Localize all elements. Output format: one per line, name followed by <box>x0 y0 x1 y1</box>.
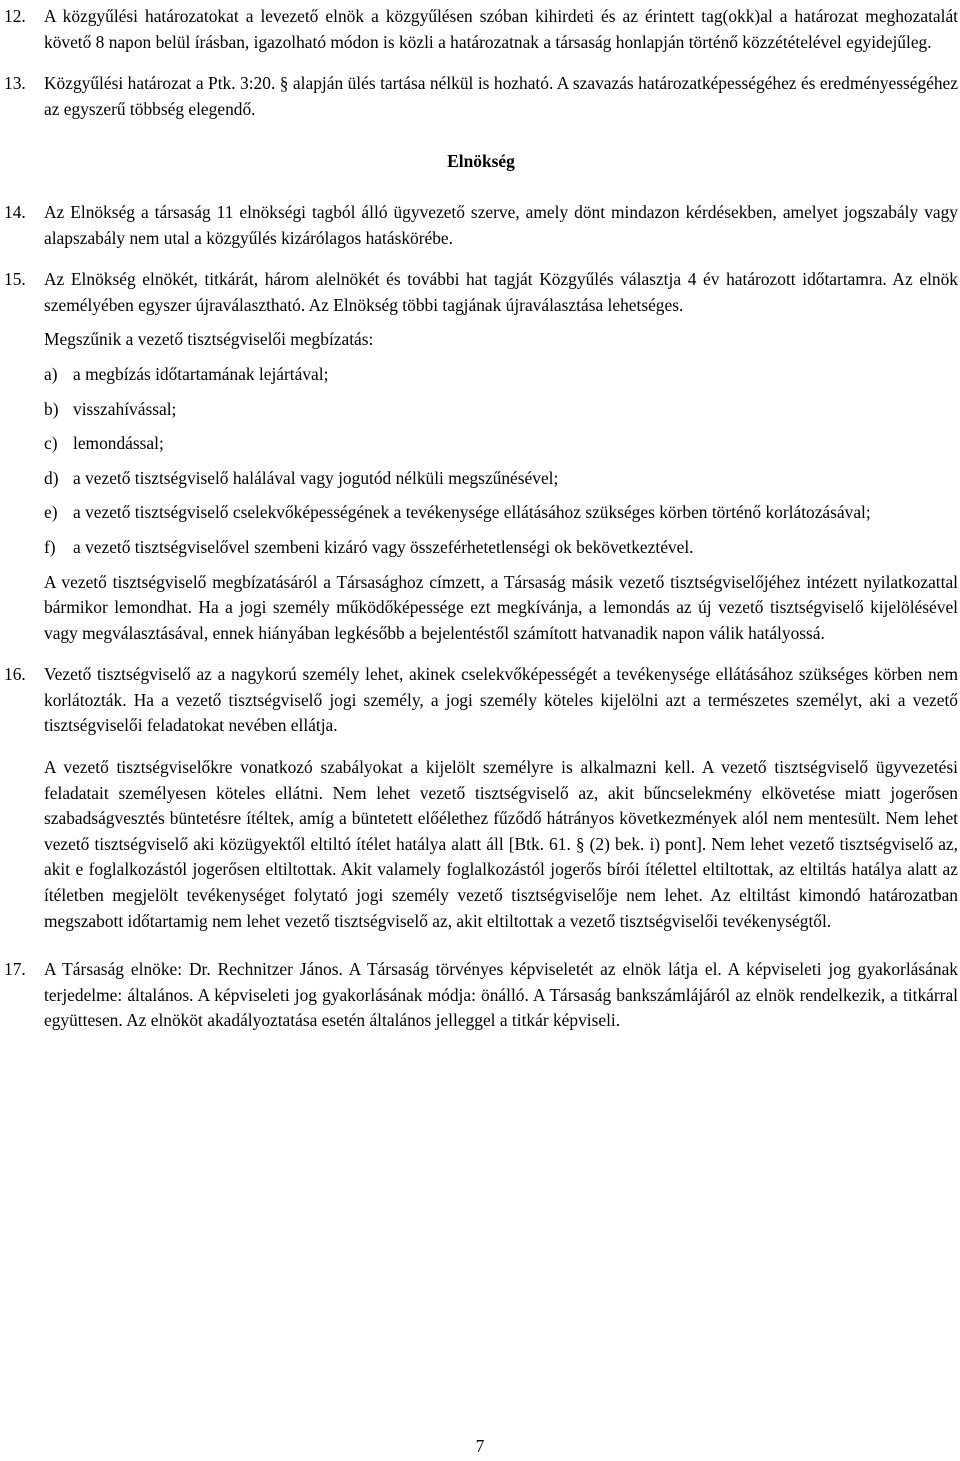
document-page <box>4 4 958 1034</box>
paragraph-15 <box>4 267 958 646</box>
paragraph-14 <box>4 200 958 251</box>
list-item <box>44 535 958 561</box>
paragraph-number: 13. <box>4 73 26 94</box>
list-label: a) <box>44 363 58 384</box>
paragraph-text: Vezető tisztségviselő az a nagykorú személy lehet, akinek cselekvőképességét a tevékenysége ellátásához szükséges körben nem korlátozták. Ha a vezető tisztségviselő jogi személy, a jogi személy köteles kijelölni azt a természetes személyt, aki a vezető tisztségviselői feladatokat nevében ellátja. <box>44 664 958 736</box>
paragraph-12 <box>4 4 958 55</box>
list-label: e) <box>44 502 58 523</box>
paragraph-text: A Társaság elnöke: Dr. Rechnitzer János. A Társaság törvényes képviseletét az elnök látja el. A képviseleti jog gyakorlásának terjedelme: általános. A képviseleti jog gyakorlásának módja: önálló. A Társaság bankszámlájáról az elnök rendelkezik, a titkárral együttesen. Az elnököt akadályoztatása esetén általános jelleggel a titkár képviseli. <box>44 959 958 1031</box>
paragraph-number: 17. <box>4 959 26 980</box>
list-label: c) <box>44 433 58 454</box>
paragraph-13 <box>4 71 958 122</box>
list-text: lemondással; <box>73 433 164 454</box>
paragraph-text: Az Elnökség a társaság 11 elnökségi tagból álló ügyvezető szerve, amely dönt mindazon kérdésekben, amelyet jogszabály vagy alapszabály nem utal a közgyűlés kizárólagos hatáskörébe. <box>44 201 958 248</box>
paragraph-number: 14. <box>4 201 26 222</box>
paragraph-number: 16. <box>4 664 26 685</box>
list-text: visszahívással; <box>73 398 177 419</box>
list-label: b) <box>44 398 59 419</box>
paragraph-text: A vezető tisztségviselő megbízatásáról a Társasághoz címzett, a Társaság másik vezető tisztségviselőjéhez intézett nyilatkozattal bármikor lemondhat. Ha a jogi személy működőképessége ezt megkívánja, a lemondás az új vezető tisztségviselő kijelölésével vagy megválasztásával, ennek hiányában legkésőbb a bejelentéstől számított hatvanadik napon válik hatályossá. <box>44 571 958 643</box>
paragraph-16 <box>4 662 958 934</box>
list-intro: Megszűnik a vezető tisztségviselői megbízatás: <box>44 329 374 350</box>
paragraph-text: Közgyűlési határozat a Ptk. 3:20. § alapján ülés tartása nélkül is hozható. A szavazás határozatképességéhez és eredményességéhez az egyszerű többség elegendő. <box>44 73 958 119</box>
paragraph-17 <box>4 957 958 1034</box>
list-item <box>44 397 958 423</box>
list-item <box>44 500 958 526</box>
list-text: a vezető tisztségviselő cselekvőképességének a tevékenysége ellátásához szükséges körben történő korlátozásával; <box>73 502 871 523</box>
section-heading: Elnökség <box>447 151 515 172</box>
list-item <box>44 466 958 492</box>
list-text: a vezető tisztségviselő halálával vagy jogutód nélküli megszűnésével; <box>73 467 559 488</box>
paragraph-text: Az Elnökség elnökét, titkárát, három alelnökét és további hat tagját Közgyűlés választja 4 év határozott időtartamra. Az elnök személyében egyszer újraválasztható. Az Elnökség többi tagjának újraválasztása lehetséges. <box>44 269 958 315</box>
paragraph-number: 12. <box>4 6 26 26</box>
paragraph-text: A vezető tisztségviselőkre vonatkozó szabályokat a kijelölt személyre is alkalmazni kell. A vezető tisztségviselő ügyvezetési feladatait személyesen köteles ellátni. Nem lehet vezető tisztségviselő az, akit bűncselekmény elkövetése miatt jogerősen szabadságvesztés büntetésre ítéltek, amíg a büntetett előélethez fűződő hátrányos következmények alól nem mentesült. Nem lehet vezető tisztségviselő aki közügyektől eltiltó ítélet hatálya alatt áll [Btk. 61. § (2) bek. i) pont]. Nem lehet vezető tisztségviselő az, akit e foglalkozástól jogerősen eltiltottak. Akit valamely foglalkozástól jogerős bírói ítélettel eltiltottak, az eltiltás hatálya alatt az ítéletben megjelölt tevékenységet folytató jogi személy vezető tisztségviselője nem lehet. Az eltiltást kimondó határozatban megszabott időtartamig nem lehet vezető tisztségviselő az, akit eltiltottak a vezető tisztségviselői tevékenységtől. <box>44 757 958 931</box>
termination-list <box>44 362 958 561</box>
list-label: f) <box>44 536 56 557</box>
paragraph-text: A közgyűlési határozatokat a levezető elnök a közgyűlésen szóban kihirdeti és az érintett tag(okk)al a határozat meghozatalát követő 8 napon belül írásban, igazolható módon is közli a határozatnak a társaság honlapján történő közzétételével egyidejűleg. <box>44 6 958 52</box>
list-label: d) <box>44 467 59 488</box>
page-number: 7 <box>475 1436 485 1456</box>
list-item <box>44 431 958 457</box>
list-text: a vezető tisztségviselővel szembeni kizáró vagy összeférhetetlenségi ok bekövetkeztével. <box>73 536 694 557</box>
list-text: a megbízás időtartamának lejártával; <box>73 363 329 384</box>
paragraph-number: 15. <box>4 269 26 290</box>
list-item <box>44 362 958 388</box>
